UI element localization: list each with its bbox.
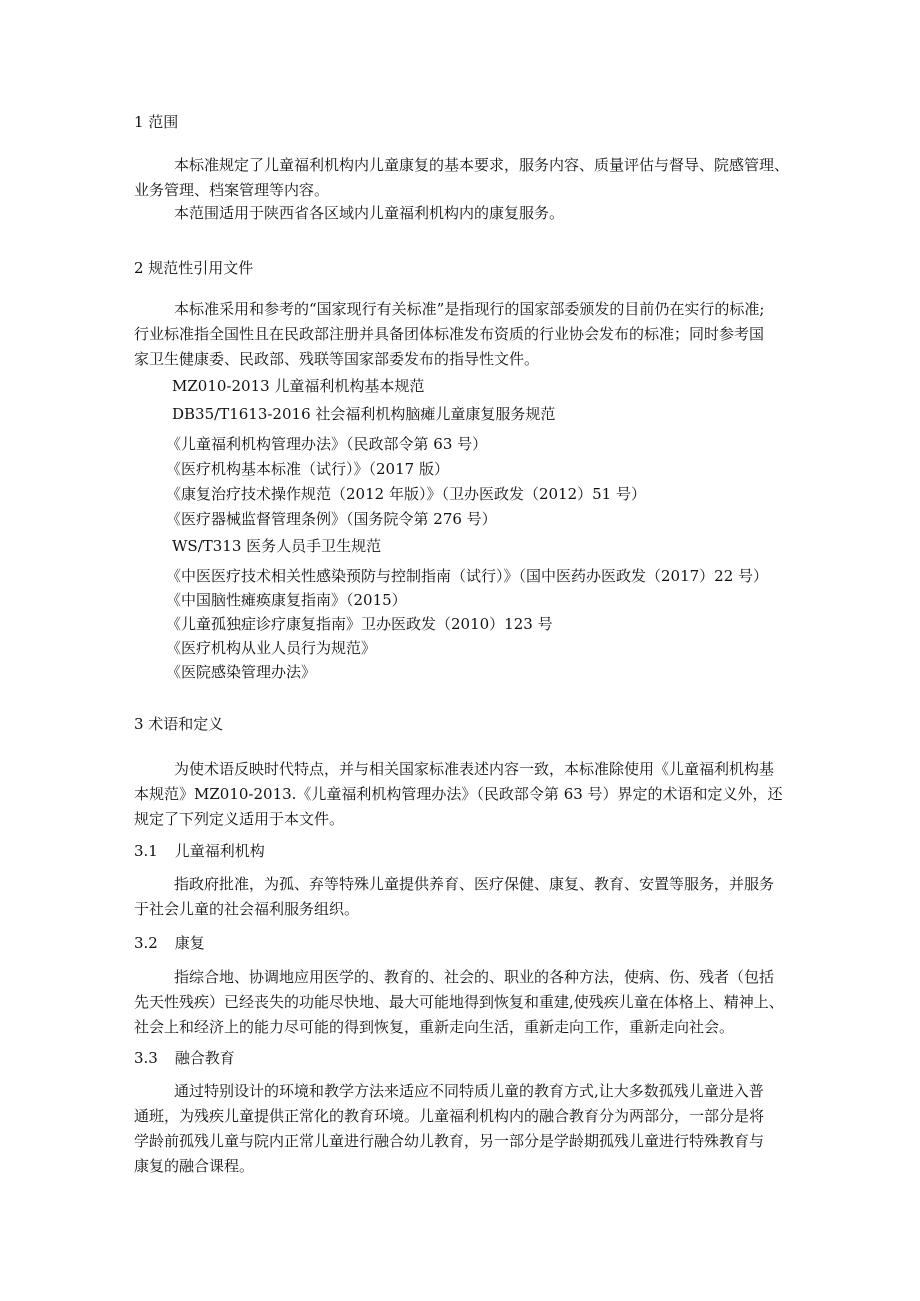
term-number: 3.2 — [134, 934, 158, 952]
term-heading-3-2 — [134, 932, 205, 953]
section-1-paragraph-1 — [134, 153, 794, 203]
reference-item: 《儿童福利机构管理办法》（民政部令第 63 号） — [166, 435, 488, 453]
reference-item: 《医疗机构基本标准（试行）》（2017 版） — [166, 460, 449, 478]
reference-item: 《儿童孤独症诊疗康复指南》卫办医政发（2010）123 号 — [166, 615, 553, 633]
reference-item: 《康复治疗技术操作规范（2012 年版）》（卫办医政发（2012）51 号） — [166, 485, 646, 503]
reference-item: 《中医医疗技术相关性感染预防与控制指南（试行）》（国中医药办医政发（2017）22 号） — [166, 567, 769, 585]
term-title: 融合教育 — [174, 1049, 235, 1067]
text-line: 康复的融合课程。 — [134, 1157, 255, 1175]
text-line: 规定了下列定义适用于本文件。 — [134, 810, 345, 828]
term-number: 3.3 — [134, 1049, 158, 1067]
text-line: 指政府批准，为孤、弃等特殊儿童提供养育、医疗保健、康复、教育、安置等服务，并服务 — [174, 875, 775, 893]
text-line: 于社会儿童的社会福利服务组织。 — [134, 900, 360, 918]
term-definition-3-1 — [134, 872, 794, 922]
reference-item: WS/T313 医务人员手卫生规范 — [172, 537, 382, 555]
term-heading-3-3 — [134, 1047, 235, 1068]
reference-item: DB35/T1613-2016 社会福利机构脑瘫儿童康复服务规范 — [172, 405, 556, 423]
text-line: 本范围适用于陕西省各区域内儿童福利机构内的康复服务。 — [174, 204, 565, 222]
reference-item: 《医疗机构从业人员行为规范》 — [166, 639, 377, 657]
section-1-heading: 1 范围 — [134, 113, 179, 131]
term-number: 3.1 — [134, 842, 158, 860]
text-line: 本标准规定了儿童福利机构内儿童康复的基本要求，服务内容、质量评估与督导、院感管理、 — [174, 156, 790, 174]
term-definition-3-2 — [134, 965, 794, 1040]
section-3-heading: 3 术语和定义 — [134, 715, 224, 733]
text-line: 家卫生健康委、民政部、残联等国家部委发布的指导性文件。 — [134, 350, 540, 368]
text-line: 指综合地、协调地应用医学的、教育的、社会的、职业的各种方法，使病、伤、残者（包括 — [174, 968, 775, 986]
reference-item: 《中国脑性瘫痪康复指南》（2015） — [166, 591, 407, 609]
reference-item: 《医疗器械监督管理条例》（国务院令第 276 号） — [166, 510, 497, 528]
section-3-intro — [134, 757, 794, 832]
text-line: 业务管理、档案管理等内容。 — [134, 181, 330, 199]
text-line: 本规范》MZ010-2013.《儿童福利机构管理办法》（民政部令第 63 号）界定的术语和定义外，还 — [134, 785, 783, 803]
text-line: 学龄前孤残儿童与院内正常儿童进行融合幼儿教育，另一部分是学龄期孤残儿童进行特殊教育与 — [134, 1132, 765, 1150]
term-title: 儿童福利机构 — [174, 842, 265, 860]
reference-item: MZ010-2013 儿童福利机构基本规范 — [172, 377, 425, 395]
term-definition-3-3 — [134, 1079, 794, 1179]
text-line: 行业标准指全国性且在民政部注册并具备团体标准发布资质的行业协会发布的标准；同时参考国 — [134, 325, 765, 343]
section-1-paragraph-2 — [134, 201, 794, 226]
text-line: 为使术语反映时代特点，并与相关国家标准表述内容一致，本标准除使用《儿童福利机构基 — [174, 760, 775, 778]
text-line: 本标准采用和参考的“国家现行有关标准”是指现行的国家部委颁发的目前仍在实行的标准; — [174, 300, 765, 318]
text-line: 通过特别设计的环境和教学方法来适应不同特质儿童的教育方式,让大多数孤残儿童进入普 — [174, 1082, 764, 1100]
term-title: 康复 — [174, 934, 205, 952]
text-line: 通班，为残疾儿童提供正常化的教育环境。儿童福利机构内的融合教育分为两部分，一部分是将 — [134, 1107, 765, 1125]
reference-item: 《医院感染管理办法》 — [166, 663, 317, 681]
section-2-paragraph — [134, 297, 794, 372]
term-heading-3-1 — [134, 840, 265, 861]
section-2-heading: 2 规范性引用文件 — [134, 259, 254, 277]
text-line: 社会上和经济上的能力尽可能的得到恢复，重新走向生活，重新走向工作，重新走向社会。 — [134, 1018, 735, 1036]
text-line: 先天性残疾）已经丧失的功能尽快地、最大可能地得到恢复和重建,使残疾儿童在体格上、精神上、 — [134, 993, 784, 1011]
